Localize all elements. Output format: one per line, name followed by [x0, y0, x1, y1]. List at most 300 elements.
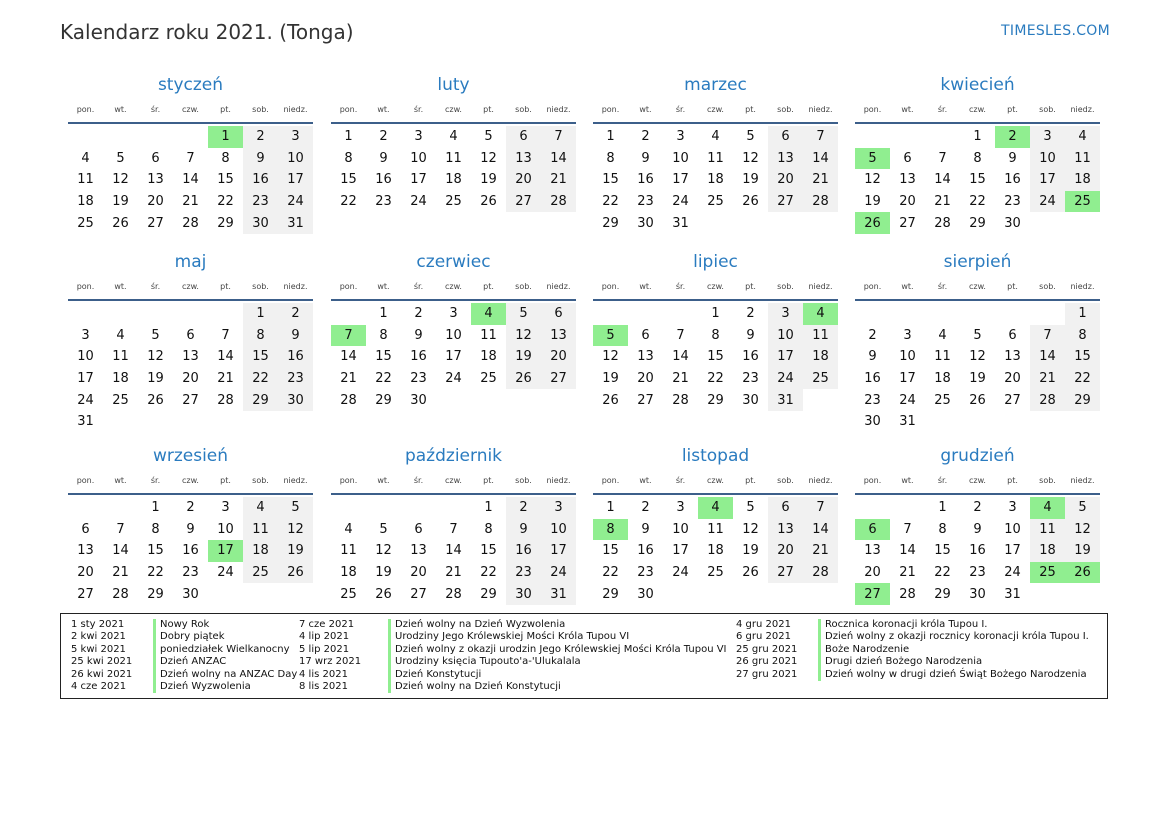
day-cell: 18: [480, 349, 497, 365]
day-cell: 20: [1004, 371, 1021, 387]
legend-holiday-name: Dzień wolny na Dzień Wyzwolenia: [388, 619, 565, 631]
day-cell: 29: [934, 586, 951, 602]
day-cell: 28: [182, 215, 199, 231]
day-cell: 1: [151, 500, 160, 516]
day-cell: 5: [746, 129, 755, 145]
empty-cell: [436, 497, 471, 519]
day-cell: 7: [676, 327, 685, 343]
day-cell: 15: [707, 349, 724, 365]
day-cell: 7: [803, 126, 838, 148]
day-cell: 9: [506, 519, 541, 541]
day-cell: 8: [221, 150, 230, 166]
day-cell: 21: [1030, 368, 1065, 390]
legend-date: 4 cze 2021: [71, 680, 127, 692]
day-cell: 10: [1030, 148, 1065, 170]
legend-entry: [299, 631, 727, 643]
weekday-header: [331, 471, 576, 491]
day-cell: 17: [541, 540, 576, 562]
day-cell: 30: [410, 392, 427, 408]
weekday-label: niedz.: [546, 476, 571, 485]
day-cell: 25: [112, 392, 129, 408]
day-cell: 14: [1030, 346, 1065, 368]
day-grid: [855, 497, 1100, 605]
holiday-day-cell: 2: [995, 126, 1030, 148]
day-cell: 3: [676, 500, 685, 516]
weekday-label: pon.: [601, 282, 620, 291]
legend-entry: [736, 619, 1089, 631]
holiday-day-cell: 4: [471, 303, 506, 325]
header-divider: [331, 493, 576, 495]
day-cell: 31: [541, 583, 576, 605]
legend-column-1: [71, 619, 297, 693]
weekday-label: pon.: [76, 282, 95, 291]
day-cell: 9: [379, 150, 388, 166]
legend-entry: [71, 619, 297, 631]
day-cell: 4: [116, 327, 125, 343]
legend-column-3: [736, 619, 1089, 681]
day-cell: 17: [899, 371, 916, 387]
day-cell: 25: [77, 215, 94, 231]
day-cell: 7: [186, 150, 195, 166]
day-cell: 3: [676, 129, 685, 145]
day-cell: 25: [340, 586, 357, 602]
empty-cell: [855, 497, 890, 519]
weekday-header: [331, 277, 576, 297]
site-brand-link[interactable]: TIMESLES.COM: [1001, 23, 1110, 39]
empty-cell: [995, 303, 1030, 325]
day-cell: 11: [707, 521, 724, 537]
day-cell: 18: [340, 565, 357, 581]
day-cell: 29: [1065, 389, 1100, 411]
empty-cell: [401, 497, 436, 519]
weekday-label: sob.: [515, 105, 532, 114]
day-cell: 4: [449, 129, 458, 145]
day-cell: 19: [864, 194, 881, 210]
day-cell: 7: [541, 126, 576, 148]
header-divider: [593, 122, 838, 124]
day-cell: 19: [506, 346, 541, 368]
day-cell: 11: [243, 519, 278, 541]
day-cell: 27: [182, 392, 199, 408]
day-cell: 21: [445, 565, 462, 581]
month-6: [331, 250, 576, 411]
month-name: czerwiec: [416, 252, 491, 272]
day-cell: 22: [1065, 368, 1100, 390]
weekday-label: sob.: [515, 476, 532, 485]
day-cell: 23: [637, 565, 654, 581]
day-cell: 20: [637, 371, 654, 387]
day-cell: 22: [243, 368, 278, 390]
day-cell: 2: [414, 306, 423, 322]
holiday-day-cell: 6: [855, 519, 890, 541]
day-cell: 20: [541, 346, 576, 368]
day-cell: 9: [868, 349, 877, 365]
day-cell: 10: [77, 349, 94, 365]
day-cell: 30: [278, 389, 313, 411]
day-cell: 20: [506, 169, 541, 191]
holiday-day-cell: 1: [208, 126, 243, 148]
weekday-label: wt.: [639, 105, 652, 114]
day-cell: 23: [182, 565, 199, 581]
day-cell: 26: [480, 194, 497, 210]
empty-cell: [68, 303, 103, 325]
day-cell: 31: [278, 212, 313, 234]
legend-date: 5 lip 2021: [299, 643, 350, 655]
day-cell: 23: [375, 194, 392, 210]
weekday-label: pon.: [601, 476, 620, 485]
day-cell: 31: [768, 389, 803, 411]
day-cell: 20: [864, 565, 881, 581]
empty-cell: [138, 303, 173, 325]
day-cell: 24: [410, 194, 427, 210]
day-cell: 6: [414, 521, 423, 537]
header-divider: [593, 493, 838, 495]
day-cell: 14: [445, 543, 462, 559]
day-cell: 7: [116, 521, 125, 537]
header-divider: [855, 299, 1100, 301]
day-cell: 27: [77, 586, 94, 602]
day-cell: 24: [217, 565, 234, 581]
month-7: [593, 250, 838, 411]
header-divider: [855, 122, 1100, 124]
day-cell: 1: [973, 129, 982, 145]
empty-cell: [925, 126, 960, 148]
month-2: [331, 73, 576, 212]
day-grid: [331, 497, 576, 605]
day-cell: 4: [711, 129, 720, 145]
weekday-label: pon.: [601, 105, 620, 114]
day-cell: 17: [1030, 169, 1065, 191]
legend-entry: [299, 656, 727, 668]
day-cell: 28: [1030, 389, 1065, 411]
day-cell: 26: [278, 562, 313, 584]
day-cell: 16: [742, 349, 759, 365]
day-cell: 30: [742, 392, 759, 408]
day-cell: 1: [243, 303, 278, 325]
day-grid: [68, 126, 313, 234]
day-cell: 2: [973, 500, 982, 516]
legend-date: 5 kwi 2021: [71, 643, 126, 655]
day-cell: 30: [969, 586, 986, 602]
weekday-label: niedz.: [546, 282, 571, 291]
day-cell: 3: [449, 306, 458, 322]
day-cell: 23: [864, 392, 881, 408]
weekday-label: pon.: [863, 476, 882, 485]
holiday-day-cell: 4: [698, 497, 733, 519]
day-cell: 30: [1004, 215, 1021, 231]
day-cell: 1: [711, 306, 720, 322]
day-cell: 24: [541, 562, 576, 584]
day-cell: 15: [243, 346, 278, 368]
legend-entry: [736, 656, 1089, 668]
header-divider: [855, 493, 1100, 495]
day-cell: 13: [506, 148, 541, 170]
day-cell: 21: [803, 169, 838, 191]
day-cell: 27: [541, 368, 576, 390]
weekday-label: wt.: [901, 105, 914, 114]
day-cell: 8: [606, 150, 615, 166]
day-cell: 28: [672, 392, 689, 408]
month-name: grudzień: [940, 446, 1015, 466]
weekday-label: pt.: [745, 105, 756, 114]
day-cell: 9: [414, 327, 423, 343]
day-cell: 19: [602, 371, 619, 387]
day-cell: 25: [445, 194, 462, 210]
day-cell: 9: [973, 521, 982, 537]
day-cell: 22: [602, 565, 619, 581]
day-cell: 8: [484, 521, 493, 537]
legend-date: 17 wrz 2021: [299, 656, 362, 668]
day-cell: 3: [541, 497, 576, 519]
legend-entry: [71, 644, 297, 656]
day-cell: 24: [768, 368, 803, 390]
day-cell: 27: [506, 191, 541, 213]
day-cell: 6: [903, 150, 912, 166]
day-cell: 8: [973, 150, 982, 166]
legend-date: 1 sty 2021: [71, 619, 125, 630]
day-cell: 12: [112, 172, 129, 188]
weekday-label: czw.: [707, 105, 724, 114]
day-cell: 20: [410, 565, 427, 581]
day-cell: 22: [375, 371, 392, 387]
day-cell: 17: [672, 172, 689, 188]
weekday-label: wt.: [901, 282, 914, 291]
weekday-label: pt.: [1007, 105, 1018, 114]
day-cell: 30: [182, 586, 199, 602]
empty-cell: [138, 126, 173, 148]
day-cell: 7: [903, 521, 912, 537]
day-cell: 23: [637, 194, 654, 210]
empty-cell: [855, 126, 890, 148]
day-cell: 1: [606, 500, 615, 516]
month-3: [593, 73, 838, 234]
month-name: lipiec: [693, 252, 738, 272]
day-cell: 2: [379, 129, 388, 145]
day-cell: 28: [445, 586, 462, 602]
day-cell: 2: [746, 306, 755, 322]
day-cell: 6: [81, 521, 90, 537]
day-cell: 30: [637, 586, 654, 602]
day-cell: 16: [506, 540, 541, 562]
day-cell: 4: [243, 497, 278, 519]
weekday-label: niedz.: [808, 282, 833, 291]
day-cell: 6: [151, 150, 160, 166]
weekday-label: niedz.: [1070, 476, 1095, 485]
day-cell: 12: [147, 349, 164, 365]
day-cell: 10: [672, 150, 689, 166]
weekday-label: wt.: [901, 476, 914, 485]
holiday-day-cell: 25: [1065, 191, 1100, 213]
day-cell: 9: [243, 148, 278, 170]
day-cell: 11: [112, 349, 129, 365]
day-cell: 21: [541, 169, 576, 191]
day-cell: 21: [340, 371, 357, 387]
weekday-label: niedz.: [1070, 282, 1095, 291]
day-cell: 28: [803, 562, 838, 584]
day-cell: 8: [151, 521, 160, 537]
day-cell: 9: [186, 521, 195, 537]
holiday-day-cell: 4: [1030, 497, 1065, 519]
weekday-label: czw.: [445, 282, 462, 291]
day-cell: 17: [768, 346, 803, 368]
day-cell: 29: [147, 586, 164, 602]
month-name: kwiecień: [940, 75, 1015, 95]
legend-holiday-name: Nowy Rok: [153, 619, 209, 631]
holiday-day-cell: 4: [803, 303, 838, 325]
month-name: listopad: [681, 446, 750, 466]
weekday-label: czw.: [182, 476, 199, 485]
month-4: [855, 73, 1100, 234]
day-cell: 21: [182, 194, 199, 210]
month-8: [855, 250, 1100, 433]
day-cell: 28: [934, 215, 951, 231]
day-cell: 15: [1065, 346, 1100, 368]
day-cell: 19: [147, 371, 164, 387]
weekday-label: sob.: [777, 105, 794, 114]
weekday-label: niedz.: [283, 476, 308, 485]
day-cell: 22: [480, 565, 497, 581]
legend-date: 26 kwi 2021: [71, 668, 133, 680]
weekday-label: czw.: [445, 105, 462, 114]
weekday-label: sob.: [252, 476, 269, 485]
day-cell: 5: [506, 303, 541, 325]
day-cell: 25: [803, 368, 838, 390]
weekday-label: czw.: [707, 282, 724, 291]
day-cell: 21: [899, 565, 916, 581]
day-cell: 19: [969, 371, 986, 387]
day-cell: 15: [375, 349, 392, 365]
weekday-label: niedz.: [808, 476, 833, 485]
day-cell: 23: [243, 191, 278, 213]
legend-holiday-name: Dzień Wyzwolenia: [153, 681, 251, 693]
weekday-label: śr.: [937, 476, 948, 485]
day-cell: 13: [541, 325, 576, 347]
day-cell: 14: [899, 543, 916, 559]
day-cell: 13: [147, 172, 164, 188]
empty-cell: [331, 497, 366, 519]
day-cell: 10: [278, 148, 313, 170]
header-divider: [68, 122, 313, 124]
day-cell: 21: [217, 371, 234, 387]
day-cell: 6: [506, 126, 541, 148]
empty-cell: [103, 497, 138, 519]
day-cell: 26: [506, 368, 541, 390]
day-cell: 2: [641, 129, 650, 145]
empty-cell: [68, 126, 103, 148]
day-cell: 8: [711, 327, 720, 343]
day-cell: 28: [112, 586, 129, 602]
day-grid: [68, 497, 313, 605]
holiday-day-cell: 25: [1030, 562, 1065, 584]
weekday-label: wt.: [114, 282, 127, 291]
day-cell: 18: [112, 371, 129, 387]
day-cell: 2: [868, 327, 877, 343]
day-cell: 27: [768, 562, 803, 584]
day-cell: 13: [77, 543, 94, 559]
legend-date: 4 lip 2021: [299, 631, 350, 643]
day-cell: 13: [410, 543, 427, 559]
day-cell: 12: [375, 543, 392, 559]
day-cell: 27: [1004, 392, 1021, 408]
day-cell: 15: [602, 172, 619, 188]
weekday-label: niedz.: [546, 105, 571, 114]
day-cell: 23: [278, 368, 313, 390]
day-cell: 19: [742, 172, 759, 188]
day-cell: 12: [278, 519, 313, 541]
day-cell: 31: [672, 215, 689, 231]
day-cell: 31: [1004, 586, 1021, 602]
month-name: marzec: [684, 75, 747, 95]
empty-cell: [103, 303, 138, 325]
legend-entry: [71, 656, 297, 668]
day-cell: 11: [340, 543, 357, 559]
day-cell: 13: [899, 172, 916, 188]
day-cell: 31: [77, 414, 94, 430]
day-cell: 16: [410, 349, 427, 365]
day-cell: 30: [506, 583, 541, 605]
legend-entry: [71, 669, 297, 681]
day-cell: 22: [340, 194, 357, 210]
day-cell: 11: [1030, 519, 1065, 541]
day-cell: 18: [1065, 169, 1100, 191]
empty-cell: [173, 303, 208, 325]
day-cell: 15: [602, 543, 619, 559]
day-cell: 26: [602, 392, 619, 408]
day-cell: 10: [768, 325, 803, 347]
day-cell: 25: [480, 371, 497, 387]
day-cell: 24: [77, 392, 94, 408]
legend-holiday-name: Dzień wolny z okazji urodzin Jego Królewskiej Mości Króla Tupou VI: [388, 644, 727, 656]
day-cell: 16: [864, 371, 881, 387]
legend-date: 27 gru 2021: [736, 668, 798, 680]
day-cell: 18: [934, 371, 951, 387]
holiday-legend: [60, 613, 1108, 699]
day-cell: 22: [217, 194, 234, 210]
day-cell: 23: [1004, 194, 1021, 210]
month-9: [68, 444, 313, 605]
day-cell: 21: [672, 371, 689, 387]
day-cell: 15: [969, 172, 986, 188]
weekday-label: wt.: [377, 282, 390, 291]
day-cell: 17: [1004, 543, 1021, 559]
day-cell: 30: [637, 215, 654, 231]
weekday-label: czw.: [969, 105, 986, 114]
month-name: luty: [437, 75, 470, 95]
day-cell: 1: [484, 500, 493, 516]
empty-cell: [68, 497, 103, 519]
weekday-label: sob.: [515, 282, 532, 291]
day-cell: 18: [243, 540, 278, 562]
month-1: [68, 73, 313, 234]
day-cell: 23: [506, 562, 541, 584]
day-cell: 2: [278, 303, 313, 325]
legend-holiday-name: Rocznica koronacji króla Tupou I.: [818, 619, 987, 631]
weekday-label: pt.: [220, 105, 231, 114]
day-cell: 4: [938, 327, 947, 343]
empty-cell: [855, 303, 890, 325]
day-cell: 17: [672, 543, 689, 559]
day-cell: 22: [147, 565, 164, 581]
weekday-label: czw.: [182, 282, 199, 291]
day-cell: 18: [803, 346, 838, 368]
day-cell: 3: [81, 327, 90, 343]
weekday-label: pon.: [339, 282, 358, 291]
day-cell: 23: [969, 565, 986, 581]
weekday-label: pon.: [339, 476, 358, 485]
day-cell: 13: [864, 543, 881, 559]
holiday-day-cell: 5: [593, 325, 628, 347]
day-cell: 11: [1065, 148, 1100, 170]
